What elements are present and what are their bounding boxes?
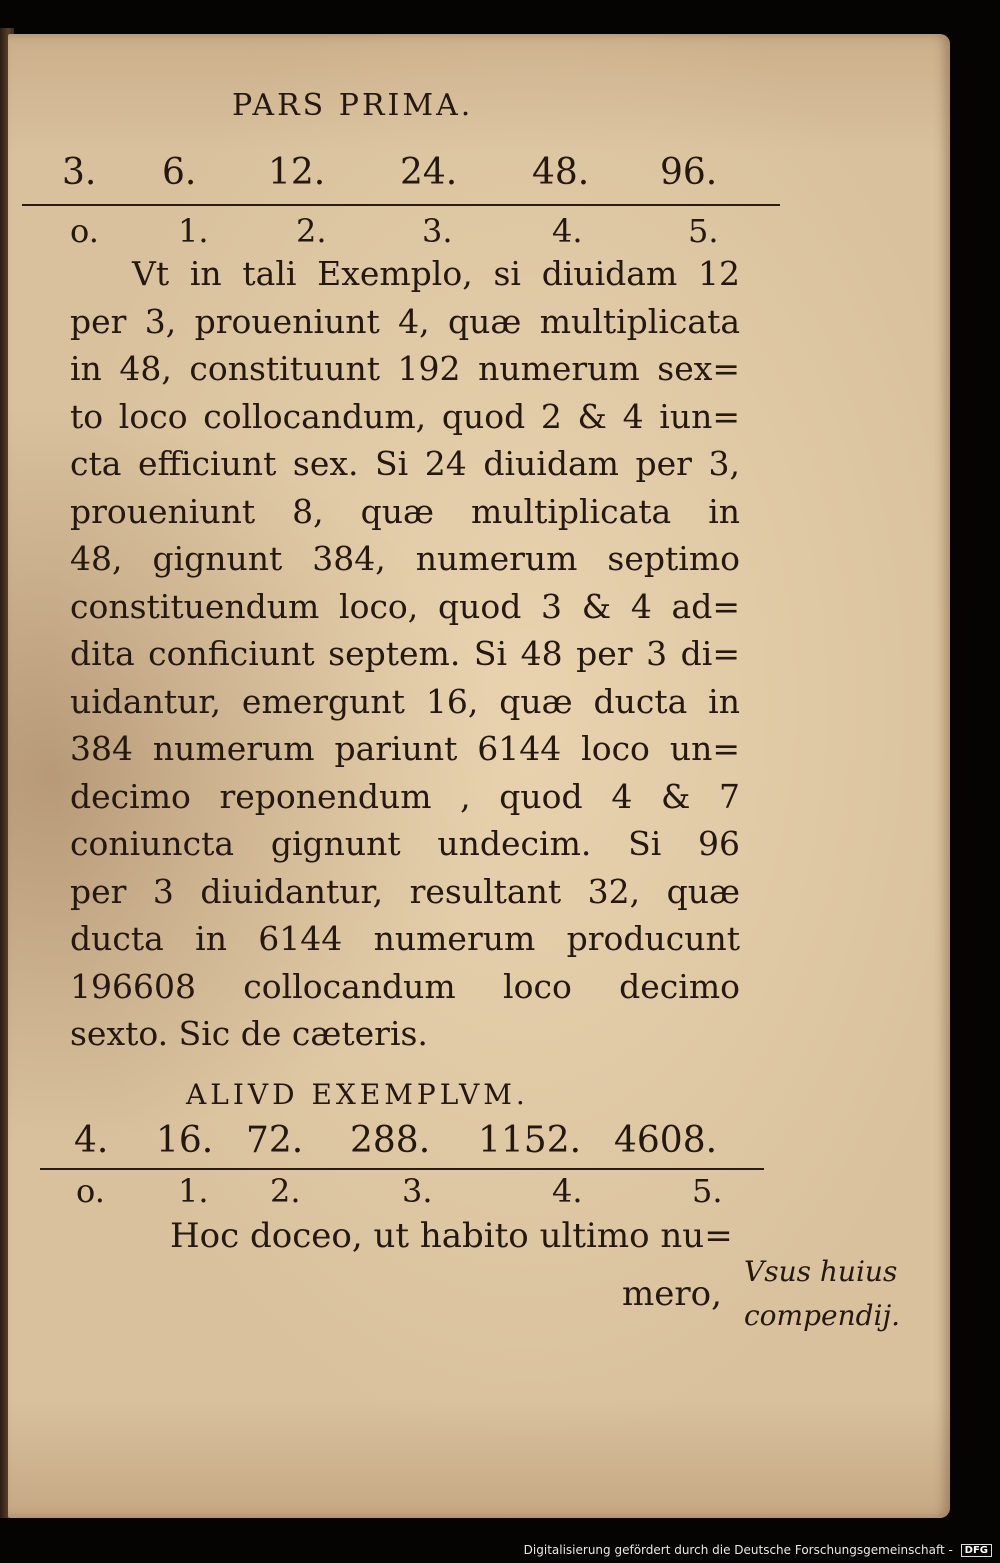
body-line: decimo reponendum , quod 4 & 7 (70, 776, 740, 816)
subheading: ALIVD EXEMPLVM. (186, 1078, 529, 1111)
body-line: per 3, proueniunt 4, quæ multiplicata (70, 301, 740, 341)
body-line: constituendum loco, quod 3 & 4 ad= (70, 586, 740, 626)
body-line: Vt in tali Exemplo, si diuidam 12 (132, 254, 740, 293)
table2-top-cell: 1152. (478, 1120, 582, 1161)
marginal-note-line: compendij. (744, 1299, 901, 1332)
table1-bottom-cell: 4. (552, 212, 583, 250)
table1-rule (22, 204, 780, 206)
table1-top-cell: 3. (62, 152, 97, 193)
catchword: mero, (622, 1274, 722, 1314)
final-text-line: Hoc doceo, ut habito ultimo nu= (170, 1216, 733, 1256)
table1-top-cell: 96. (660, 152, 718, 193)
digitization-credit (524, 1543, 992, 1557)
body-line: sexto. Sic de cæteris. (70, 1014, 428, 1053)
table2-top-cell: 16. (156, 1120, 214, 1161)
table2-bottom-cell: 5. (692, 1172, 723, 1210)
running-header: PARS PRIMA. (232, 88, 474, 123)
body-line: ducta in 6144 numerum producunt (70, 919, 740, 958)
marginal-note-line: Vsus huius (744, 1255, 898, 1288)
table2-bottom-cell: 4. (552, 1172, 583, 1210)
body-line: 48, gignunt 384, numerum septimo (70, 539, 740, 578)
credit-text: Digitalisierung gefördert durch die Deutsche Forschungsgemeinschaft - (523, 1543, 953, 1557)
body-line: cta efficiunt sex. Si 24 diuidam per 3, (70, 444, 740, 483)
table2-top-cell: 72. (246, 1120, 304, 1161)
table1-top-cell: 24. (400, 152, 458, 193)
table2-bottom-row (0, 1172, 1000, 1216)
dfg-logo: DFG (961, 1544, 992, 1557)
table2-bottom-cell: 3. (402, 1172, 433, 1210)
table1-top-cell: 12. (268, 152, 326, 193)
body-line: dita conficiunt septem. Si 48 per 3 di= (70, 634, 740, 673)
body-line: 384 numerum pariunt 6144 loco un= (70, 729, 740, 768)
table1-bottom-cell: 1. (178, 212, 209, 250)
table1-top-row (0, 152, 1000, 202)
table2-rule (40, 1168, 764, 1170)
table1-top-cell: 6. (162, 152, 197, 193)
body-line: coniuncta gignunt undecim. Si 96 (70, 824, 740, 863)
body-paragraph (70, 250, 740, 1058)
table2-bottom-cell: 1. (178, 1172, 209, 1210)
table2-top-cell: 4. (74, 1120, 109, 1161)
table2-top-row (0, 1120, 1000, 1168)
table2-top-cell: 4608. (614, 1120, 718, 1161)
body-line: 196608 collocandum loco decimo (70, 966, 740, 1006)
body-line: in 48, constituunt 192 numerum sex= (70, 349, 740, 388)
table1-bottom-cell: o. (70, 212, 99, 250)
table2-bottom-cell: o. (76, 1172, 105, 1210)
table1-bottom-cell: 2. (296, 212, 327, 250)
table1-bottom-cell: 5. (688, 212, 719, 250)
table1-top-cell: 48. (532, 152, 590, 193)
body-line: per 3 diuidantur, resultant 32, quæ (70, 871, 740, 911)
table2-top-cell: 288. (350, 1120, 431, 1161)
marginal-note (744, 1250, 900, 1338)
table1-bottom-cell: 3. (422, 212, 453, 250)
body-line: uidantur, emergunt 16, quæ ducta in (70, 681, 740, 721)
body-line: proueniunt 8, quæ multiplicata in (70, 491, 740, 531)
table2-bottom-cell: 2. (270, 1172, 301, 1210)
body-line: to loco collocandum, quod 2 & 4 iun= (70, 396, 740, 436)
